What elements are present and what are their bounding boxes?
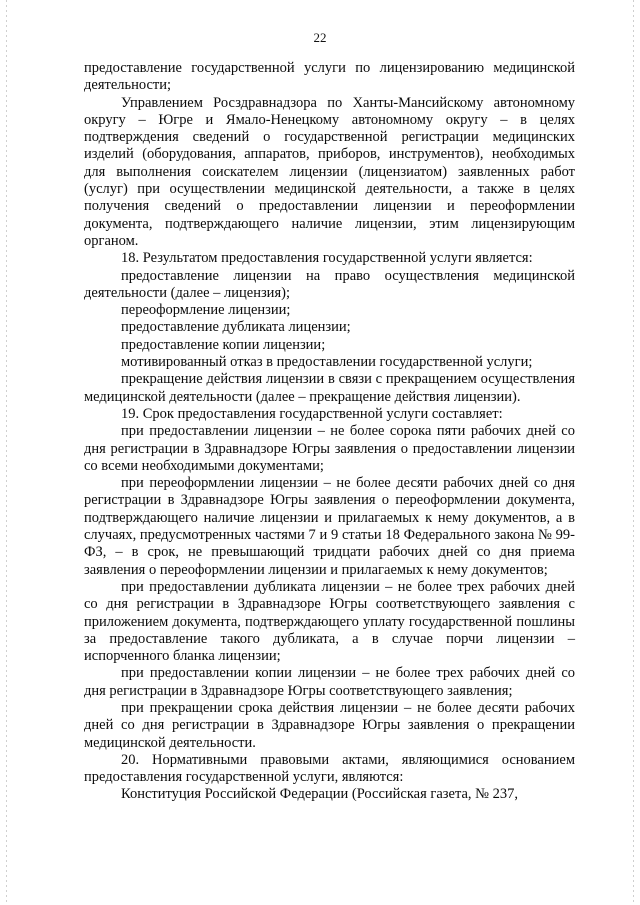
- paragraph: прекращение действия лицензии в связи с прекращением осуществления медицинской деятельности (далее – прекращение действия лицензии).: [84, 371, 575, 405]
- scan-edge-right: [633, 0, 634, 905]
- paragraph: при прекращении срока действия лицензии – не более десяти рабочих дней со дня регистрации в Здравнадзоре Югры заявления о прекращении медицинской деятельности.: [84, 699, 575, 751]
- paragraph: 19. Срок предоставления государственной услуги составляет:: [121, 405, 503, 422]
- paragraph: 20. Нормативными правовыми актами, являющимися основанием предоставления государственной услуги, являются:: [84, 751, 575, 786]
- paragraph: Конституция Российской Федерации (Российская газета, № 237,: [121, 786, 518, 803]
- paragraph: предоставление лицензии на право осуществления медицинской деятельности (далее – лицензия);: [84, 267, 575, 301]
- document-body: [84, 60, 575, 804]
- paragraph: 18. Результатом предоставления государственной услуги является:: [121, 250, 533, 267]
- paragraph: Управлением Росздравнадзора по Ханты-Мансийскому автономному округу – Югре и Ямало-Ненецкому автономному округу – в целях подтверждения сведений о государственной регистрации медицинских изделий (оборудования, аппаратов, приборов, инструментов), необходимых для выполнения соискателем лицензии (лицензиатом) заявленных работ (услуг) при осуществлении медицинской деятельности, а также в целях получения сведений о предоставлении лицензии и переоформлении документа, подтверждающего наличие лицензии, этим лицензирующим органом.: [84, 94, 575, 249]
- paragraph: при предоставлении копии лицензии – не более трех рабочих дней со дня регистрации в Здравнадзоре Югры соответствующего заявления;: [84, 665, 575, 699]
- paragraph: переоформление лицензии;: [121, 302, 291, 319]
- paragraph: предоставление копии лицензии;: [121, 336, 326, 353]
- paragraph: при переоформлении лицензии – не более десяти рабочих дней со дня регистрации в Здравнадзоре Югры заявления о переоформлении документа, подтверждающего наличие лицензии и прилагаемых к нему документов, а в случаях, предусмотренных частями 7 и 9 статьи 18 Федерального закона № 99-ФЗ, – в срок, не превышающий тридцати рабочих дней со дня приема заявления о переоформлении лицензии и прилагаемых к нему документов;: [84, 475, 575, 578]
- paragraph: предоставление государственной услуги по лицензированию медицинской деятельности;: [84, 60, 575, 94]
- paragraph: при предоставлении лицензии – не более сорока пяти рабочих дней со дня регистрации в Здравнадзоре Югры заявления о предоставлении лицензии со всеми необходимыми документами;: [84, 423, 575, 474]
- paragraph: мотивированный отказ в предоставлении государственной услуги;: [121, 354, 533, 371]
- scan-edge-left: [6, 0, 7, 905]
- paragraph: предоставление дубликата лицензии;: [121, 319, 351, 336]
- paragraph: при предоставлении дубликата лицензии – не более трех рабочих дней со дня регистрации в Здравнадзоре Югры соответствующего заявления с приложением документа, подтверждающего уплату государственной пошлины за предоставление такого дубликата, а в случае порчи лицензии – испорченного бланка лицензии;: [84, 578, 575, 665]
- page-number: 22: [313, 30, 327, 45]
